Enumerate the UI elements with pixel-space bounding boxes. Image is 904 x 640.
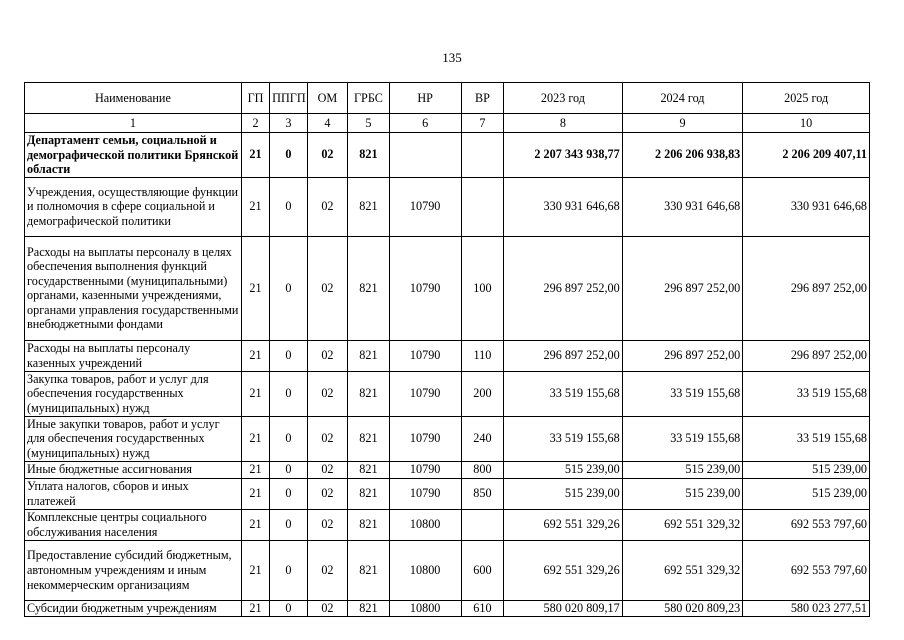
cell-vr: 610 bbox=[461, 600, 504, 616]
cell-2023: 33 519 155,68 bbox=[504, 416, 623, 461]
cell-2024: 692 551 329,32 bbox=[622, 509, 743, 540]
cell-ppgp: 0 bbox=[270, 416, 307, 461]
cell-nr: 10790 bbox=[389, 340, 461, 371]
cell-ppgp: 0 bbox=[270, 177, 307, 236]
row-name: Расходы на выплаты персоналу в целях обеспечения выполнения функций государственными (муниципальными) органами, казенными учреждениями, органами управления государственными внебюджетными фондами bbox=[25, 236, 242, 340]
cell-2023: 33 519 155,68 bbox=[504, 371, 623, 416]
header-row bbox=[25, 83, 870, 114]
column-header: ППГП bbox=[270, 83, 307, 114]
row-name: Департамент семьи, социальной и демографической политики Брянской области bbox=[25, 133, 242, 178]
cell-om: 02 bbox=[307, 600, 348, 616]
row-name: Иные бюджетные ассигнования bbox=[25, 461, 242, 478]
cell-ppgp: 0 bbox=[270, 340, 307, 371]
cell-grbs: 821 bbox=[348, 340, 390, 371]
table-row bbox=[25, 340, 870, 371]
cell-om: 02 bbox=[307, 478, 348, 509]
cell-2025: 692 553 797,60 bbox=[743, 509, 870, 540]
cell-grbs: 821 bbox=[348, 371, 390, 416]
cell-2023: 692 551 329,26 bbox=[504, 540, 623, 600]
cell-grbs: 821 bbox=[348, 540, 390, 600]
cell-2024: 515 239,00 bbox=[622, 461, 743, 478]
cell-2024: 33 519 155,68 bbox=[622, 371, 743, 416]
column-number: 8 bbox=[504, 114, 623, 133]
cell-ppgp: 0 bbox=[270, 133, 307, 178]
cell-grbs: 821 bbox=[348, 177, 390, 236]
cell-vr: 100 bbox=[461, 236, 504, 340]
cell-grbs: 821 bbox=[348, 416, 390, 461]
cell-gp: 21 bbox=[241, 416, 269, 461]
cell-nr: 10790 bbox=[389, 416, 461, 461]
cell-om: 02 bbox=[307, 509, 348, 540]
table-row bbox=[25, 177, 870, 236]
cell-ppgp: 0 bbox=[270, 600, 307, 616]
cell-grbs: 821 bbox=[348, 600, 390, 616]
cell-nr bbox=[389, 133, 461, 178]
cell-grbs: 821 bbox=[348, 461, 390, 478]
cell-vr bbox=[461, 133, 504, 178]
cell-vr: 850 bbox=[461, 478, 504, 509]
cell-nr: 10790 bbox=[389, 236, 461, 340]
cell-nr: 10790 bbox=[389, 177, 461, 236]
cell-2024: 2 206 206 938,83 bbox=[622, 133, 743, 178]
cell-grbs: 821 bbox=[348, 133, 390, 178]
cell-2023: 2 207 343 938,77 bbox=[504, 133, 623, 178]
cell-om: 02 bbox=[307, 236, 348, 340]
cell-vr bbox=[461, 509, 504, 540]
cell-2023: 330 931 646,68 bbox=[504, 177, 623, 236]
table-row bbox=[25, 509, 870, 540]
column-number: 3 bbox=[270, 114, 307, 133]
column-number: 1 bbox=[25, 114, 242, 133]
cell-gp: 21 bbox=[241, 600, 269, 616]
cell-ppgp: 0 bbox=[270, 371, 307, 416]
column-header: 2025 год bbox=[743, 83, 870, 114]
cell-gp: 21 bbox=[241, 133, 269, 178]
cell-gp: 21 bbox=[241, 177, 269, 236]
budget-table bbox=[24, 82, 870, 617]
row-name: Комплексные центры социального обслуживания населения bbox=[25, 509, 242, 540]
row-name: Иные закупки товаров, работ и услуг для обеспечения государственных (муниципальных) нужд bbox=[25, 416, 242, 461]
table-row bbox=[25, 371, 870, 416]
cell-nr: 10790 bbox=[389, 478, 461, 509]
cell-2025: 692 553 797,60 bbox=[743, 540, 870, 600]
cell-gp: 21 bbox=[241, 340, 269, 371]
cell-om: 02 bbox=[307, 416, 348, 461]
cell-2025: 296 897 252,00 bbox=[743, 236, 870, 340]
cell-om: 02 bbox=[307, 540, 348, 600]
column-number: 7 bbox=[461, 114, 504, 133]
cell-ppgp: 0 bbox=[270, 509, 307, 540]
cell-2024: 296 897 252,00 bbox=[622, 236, 743, 340]
cell-2023: 296 897 252,00 bbox=[504, 236, 623, 340]
table-body bbox=[25, 133, 870, 617]
page-number: 135 bbox=[442, 50, 462, 65]
cell-om: 02 bbox=[307, 371, 348, 416]
column-number-row bbox=[25, 114, 870, 133]
column-number: 5 bbox=[348, 114, 390, 133]
row-name: Закупка товаров, работ и услуг для обеспечения государственных (муниципальных) нужд bbox=[25, 371, 242, 416]
cell-nr: 10790 bbox=[389, 371, 461, 416]
cell-nr: 10800 bbox=[389, 600, 461, 616]
table-row bbox=[25, 600, 870, 616]
cell-om: 02 bbox=[307, 177, 348, 236]
cell-nr: 10800 bbox=[389, 509, 461, 540]
column-header: 2024 год bbox=[622, 83, 743, 114]
cell-gp: 21 bbox=[241, 236, 269, 340]
column-header: 2023 год bbox=[504, 83, 623, 114]
cell-2024: 33 519 155,68 bbox=[622, 416, 743, 461]
column-number: 2 bbox=[241, 114, 269, 133]
table-row bbox=[25, 461, 870, 478]
cell-grbs: 821 bbox=[348, 509, 390, 540]
column-number: 10 bbox=[743, 114, 870, 133]
table-row bbox=[25, 133, 870, 178]
cell-vr: 110 bbox=[461, 340, 504, 371]
cell-2023: 515 239,00 bbox=[504, 478, 623, 509]
table-row bbox=[25, 416, 870, 461]
cell-2023: 296 897 252,00 bbox=[504, 340, 623, 371]
cell-2025: 33 519 155,68 bbox=[743, 371, 870, 416]
cell-nr: 10790 bbox=[389, 461, 461, 478]
cell-ppgp: 0 bbox=[270, 236, 307, 340]
cell-om: 02 bbox=[307, 340, 348, 371]
row-name: Предоставление субсидий бюджетным, автономным учреждениям и иным некоммерческим организациям bbox=[25, 540, 242, 600]
column-header: ВР bbox=[461, 83, 504, 114]
cell-om: 02 bbox=[307, 133, 348, 178]
row-name: Расходы на выплаты персоналу казенных учреждений bbox=[25, 340, 242, 371]
cell-2023: 692 551 329,26 bbox=[504, 509, 623, 540]
cell-ppgp: 0 bbox=[270, 478, 307, 509]
cell-vr: 240 bbox=[461, 416, 504, 461]
column-number: 9 bbox=[622, 114, 743, 133]
table-row bbox=[25, 540, 870, 600]
cell-2023: 515 239,00 bbox=[504, 461, 623, 478]
cell-2025: 2 206 209 407,11 bbox=[743, 133, 870, 178]
cell-2024: 515 239,00 bbox=[622, 478, 743, 509]
cell-grbs: 821 bbox=[348, 236, 390, 340]
cell-2025: 33 519 155,68 bbox=[743, 416, 870, 461]
cell-2025: 515 239,00 bbox=[743, 478, 870, 509]
cell-vr: 800 bbox=[461, 461, 504, 478]
cell-gp: 21 bbox=[241, 509, 269, 540]
cell-2024: 580 020 809,23 bbox=[622, 600, 743, 616]
cell-ppgp: 0 bbox=[270, 461, 307, 478]
cell-2024: 330 931 646,68 bbox=[622, 177, 743, 236]
cell-gp: 21 bbox=[241, 478, 269, 509]
cell-gp: 21 bbox=[241, 540, 269, 600]
column-header: НР bbox=[389, 83, 461, 114]
table-row bbox=[25, 236, 870, 340]
cell-2025: 296 897 252,00 bbox=[743, 340, 870, 371]
column-number: 4 bbox=[307, 114, 348, 133]
cell-2024: 692 551 329,32 bbox=[622, 540, 743, 600]
column-header: Наименование bbox=[25, 83, 242, 114]
table-row bbox=[25, 478, 870, 509]
cell-nr: 10800 bbox=[389, 540, 461, 600]
column-header: ГРБС bbox=[348, 83, 390, 114]
cell-vr: 200 bbox=[461, 371, 504, 416]
cell-vr: 600 bbox=[461, 540, 504, 600]
row-name: Учреждения, осуществляющие функции и полномочия в сфере социальной и демографической политики bbox=[25, 177, 242, 236]
cell-2025: 580 023 277,51 bbox=[743, 600, 870, 616]
cell-2023: 580 020 809,17 bbox=[504, 600, 623, 616]
column-header: ГП bbox=[241, 83, 269, 114]
cell-gp: 21 bbox=[241, 371, 269, 416]
cell-2024: 296 897 252,00 bbox=[622, 340, 743, 371]
column-header: ОМ bbox=[307, 83, 348, 114]
row-name: Субсидии бюджетным учреждениям bbox=[25, 600, 242, 616]
cell-2025: 330 931 646,68 bbox=[743, 177, 870, 236]
cell-om: 02 bbox=[307, 461, 348, 478]
column-number: 6 bbox=[389, 114, 461, 133]
cell-gp: 21 bbox=[241, 461, 269, 478]
cell-2025: 515 239,00 bbox=[743, 461, 870, 478]
cell-ppgp: 0 bbox=[270, 540, 307, 600]
cell-grbs: 821 bbox=[348, 478, 390, 509]
row-name: Уплата налогов, сборов и иных платежей bbox=[25, 478, 242, 509]
cell-vr bbox=[461, 177, 504, 236]
